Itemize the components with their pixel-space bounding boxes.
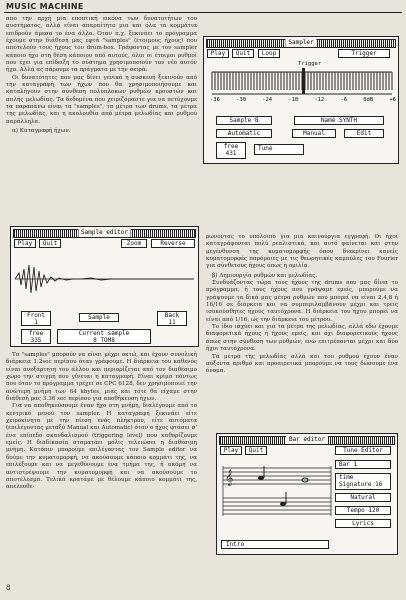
db-scale (210, 97, 396, 103)
signature-value: 16 (375, 481, 383, 488)
tune-label: Tune (258, 145, 273, 152)
time-signature-field[interactable] (335, 473, 391, 490)
front-readout[interactable] (21, 311, 51, 326)
scale-tick-label: 0dB (363, 97, 374, 103)
section-caption: β) Δημιουργία ρυθμών και μελωδίας. (212, 272, 318, 279)
sample-editor-title-bar (13, 229, 196, 238)
sampler-title: Sampler (285, 39, 316, 47)
paragraph: απο την αρχή μια εποπτική εικόνα των δυνατοτήτων του συστήματος, αλλά είναι απαραίτητο μια και όλα τα κομμάτια επιδρούν άμεσα το ένα άλλο. Όταν π.χ. ξεκινάει το πρόγραμμα έχουμε στην διάθεσή μας εφτά "samples" (έτοιμους ήχους) που αποτελούν τους ήχους του drum-box. Γράφοντας με τον sampler κάποιο ήχο στη θέση κάποιου από αυτούς, όλοι οι έτοιμοι ρυθμοί που έχει για επίδειξη το σύστημα χρησιμοποιούν τον νέο αυτόν ήχο. Αλλά ας πάρουμε τα πράγματα με την σειρά. (6, 16, 197, 74)
manual-button[interactable]: Manual (292, 129, 336, 138)
play-button[interactable]: Play (220, 446, 242, 455)
intro-field[interactable]: Intro (221, 540, 329, 549)
loop-button[interactable]: Loop (258, 49, 280, 58)
free-memory-readout (21, 329, 51, 344)
bar-editor-title: Bar editor (286, 436, 328, 444)
trigger-marker-label: Trigger (298, 61, 322, 67)
bar-editor-screenshot (216, 433, 398, 555)
sample-editor-screenshot (10, 226, 199, 347)
header-rule (4, 12, 402, 13)
section-caption: α) Καταγραφή ήχων. (12, 128, 71, 135)
tune-editor-button[interactable]: Tune Editor (335, 446, 391, 455)
scale-tick-label: -36 (210, 97, 220, 103)
bar-number-field[interactable] (335, 460, 391, 469)
tune-slider[interactable] (254, 144, 304, 155)
scale-tick-label: +6 (389, 97, 396, 103)
bar-editor-title-bar (219, 436, 395, 445)
paragraph: ρωνοντας το υπόλοιπο για μια καινούργια εγγραφή. Οι ήχοι καταγράφονται πολύ ρεαλιστικά, και αυτό φαίνεται και στην μεγένθυνση της κυματομορφής όπου διακρίνει κανείς κυματομορφές παρόμοιες με τις θεωρητικές καμπύλες του Fourier για σύνθετους ήχους όπως η ομιλία. (206, 234, 398, 270)
back-readout[interactable] (157, 311, 187, 326)
running-header: MUSIC MACHINE (6, 2, 84, 11)
scale-tick-label: -18 (288, 97, 299, 103)
sample-number-field[interactable]: Sample 8 (216, 116, 272, 125)
bar-value: 1 (353, 461, 358, 468)
time-label: time (339, 474, 354, 481)
paragraph: Τα "samples" μπορούν να είναι μέχρι οκτώ, και έχουν συνολική διάρκεια 1.2sec περίπου όταν γράφουμε. Η διάρκεια του καθενός είναι ανεξάρτητη του άλλου και περιορίζεται από τον διαθέσιμο χώρο την στιγμή που γίνεται η καταγραφή. Είναι κρίμα πάντως που όταν το πρόγραμμα τρέχει σε CPC 6128, δεν χρησιμοποιεί την ανώτερη μνήμη των 64 kbytes, μιας και τότε θα είχαμε στην διάθεσή μας 3.36 sec περίπου για αποθήκευση ήχων. (6, 352, 197, 403)
tempo-label: Tempo (346, 507, 365, 514)
bar-label: Bar (339, 461, 350, 468)
current-sample-label: Current sample (78, 330, 130, 337)
current-sample-value: 8 TOM8 (93, 337, 115, 344)
paragraph: Το ίδιο ισχύει και για τα μέτρα της μελωδίας, αλλά εδώ έχουμε διαφορετικά ήχους ή ήχους εμείς, και όχι διαφορετικούς ήχους όπως στην σύνθεση των ρυθμών, ενώ επιτρέπονται μέχρι και δύο ήχοι ταυτόχρονα. (206, 324, 398, 353)
play-button[interactable]: Play (207, 49, 229, 58)
sampler-title-bar (206, 39, 396, 48)
zoom-button[interactable]: Zoom (121, 239, 147, 248)
free-value: 431 (225, 150, 237, 157)
lyrics-button[interactable]: Lyrics (335, 519, 391, 528)
paragraph: Συνδυάζοντας τώρα τους ήχους της drums που μας δίνει το πρόγραμμα, ή τους ήχους που γράψαμε εμείς, μπορούμε να γράψουμε τα δικά μας μέτρα ρυθμών που μπορεί να είναι 2,4,8 ή 16/16 σε διάρκεια και να συμπεριλαμβάνουν μέχρι και τρεις ισοκούσθητες ήχους ταυτόχρονα. Η διάρκεια του ήχου μπορεί να είναι από 1/16, ως την διάρκεια του μέτρου. (206, 280, 398, 323)
paragraph: Οι δυνατότητες που μας δίνει γενικά η συσκευή ξεκινούν από την καταγραφή των ήχων που θα χρησιμοποιήσουμε και καταλήγουν στην σύνθεση πολύπλοκων ρυθμών κρουστών και απλής μελωδίας. Τα δεδομένα που χειριζόμαστε για να πετύχουμε τα παραπάνω είναι τα "samples", τα μέτρα των drums, τα μέτρα της μελωδίας, και η ακολουθία από μέτρα μελωδίας και ρυθμού παράλληλα. (6, 74, 197, 125)
waveform-display (11, 251, 198, 307)
quit-button[interactable]: Quit (232, 49, 254, 58)
play-button[interactable]: Play (14, 239, 36, 248)
reverse-button[interactable]: Reverse (151, 239, 195, 248)
paragraph: Για να αποθηκεύσουμε έναν ήχο στη μνήμη, διαλέγουμε από το κεντρικό μενού τον sampler. Η καταγραφή ξεκινάει είτε χειροκίνητα με την πίεση ενός πλήκτρου, είτε αυτόματα (επιλέγοντας μεταξύ Manual και Automatic) όταν ο ήχος φτάσει σ' ένα επίπεδο σκανδαλισμού (triggering level) που καθορίζουμε εμείς. Η διαδικασία σταματάει μόλις τελειώσει η διαθέσιμη μνήμη. Κατόπιν μπορούμε επιλέγοντας τον Sample editor να δούμε την κυματομορφή, να ακούσουμε κάποιο κομμάτι της, να επιλέξουμε και να μεγεθύνουμε ένα τμήμα της, ή ακόμη να αντιστρέψουμε την κυματομορφή και να ακούσουμε το αποτέλεσμα. Τελικά κρατάμε με θέλουμε κάποιο κομμάτι της, απελευθε- (6, 403, 197, 491)
paragraph: Τα μέτρα της μελωδίας αλλά και του ρυθμού έχουν έναν αύξοντα αριθμό και προαιρετικά μπορούμε να τους δώσουμε ένα όνομα. (206, 353, 398, 375)
svg-text:𝄞: 𝄞 (225, 470, 234, 486)
page-number: 8 (6, 584, 11, 592)
free-label: free (223, 143, 239, 150)
natural-button[interactable]: Natural (335, 493, 391, 502)
front-value: 1 (34, 319, 38, 326)
left-column-top (6, 16, 197, 136)
tempo-value: 120 (368, 507, 380, 514)
right-column (206, 234, 398, 376)
trigger-button[interactable]: Trigger (338, 49, 390, 58)
quit-button[interactable]: Quit (245, 446, 267, 455)
sample-button[interactable]: Sample (79, 313, 119, 322)
left-column-bottom (6, 352, 197, 492)
free-memory-readout (216, 142, 246, 159)
sample-name-field[interactable]: Name SYNTH (294, 116, 384, 125)
free-label: free (28, 330, 44, 337)
back-label: Back (164, 312, 180, 319)
front-label: Front (26, 312, 46, 319)
sample-editor-title: Sample editor (78, 229, 131, 237)
scale-tick-label: -24 (262, 97, 273, 103)
scale-tick-label: -30 (236, 97, 247, 103)
music-staff (221, 458, 333, 538)
sampler-screenshot (203, 36, 399, 164)
quit-button[interactable]: Quit (39, 239, 61, 248)
scale-tick-label: -6 (340, 97, 348, 103)
automatic-button[interactable]: Automatic (216, 129, 272, 138)
free-value: 335 (30, 337, 42, 344)
tempo-field[interactable] (335, 506, 391, 515)
edit-button[interactable]: Edit (344, 129, 384, 138)
current-sample-readout (57, 329, 151, 344)
signature-label: Signature (339, 481, 372, 488)
back-value: 11 (168, 319, 176, 326)
scale-tick-label: -12 (314, 97, 325, 103)
